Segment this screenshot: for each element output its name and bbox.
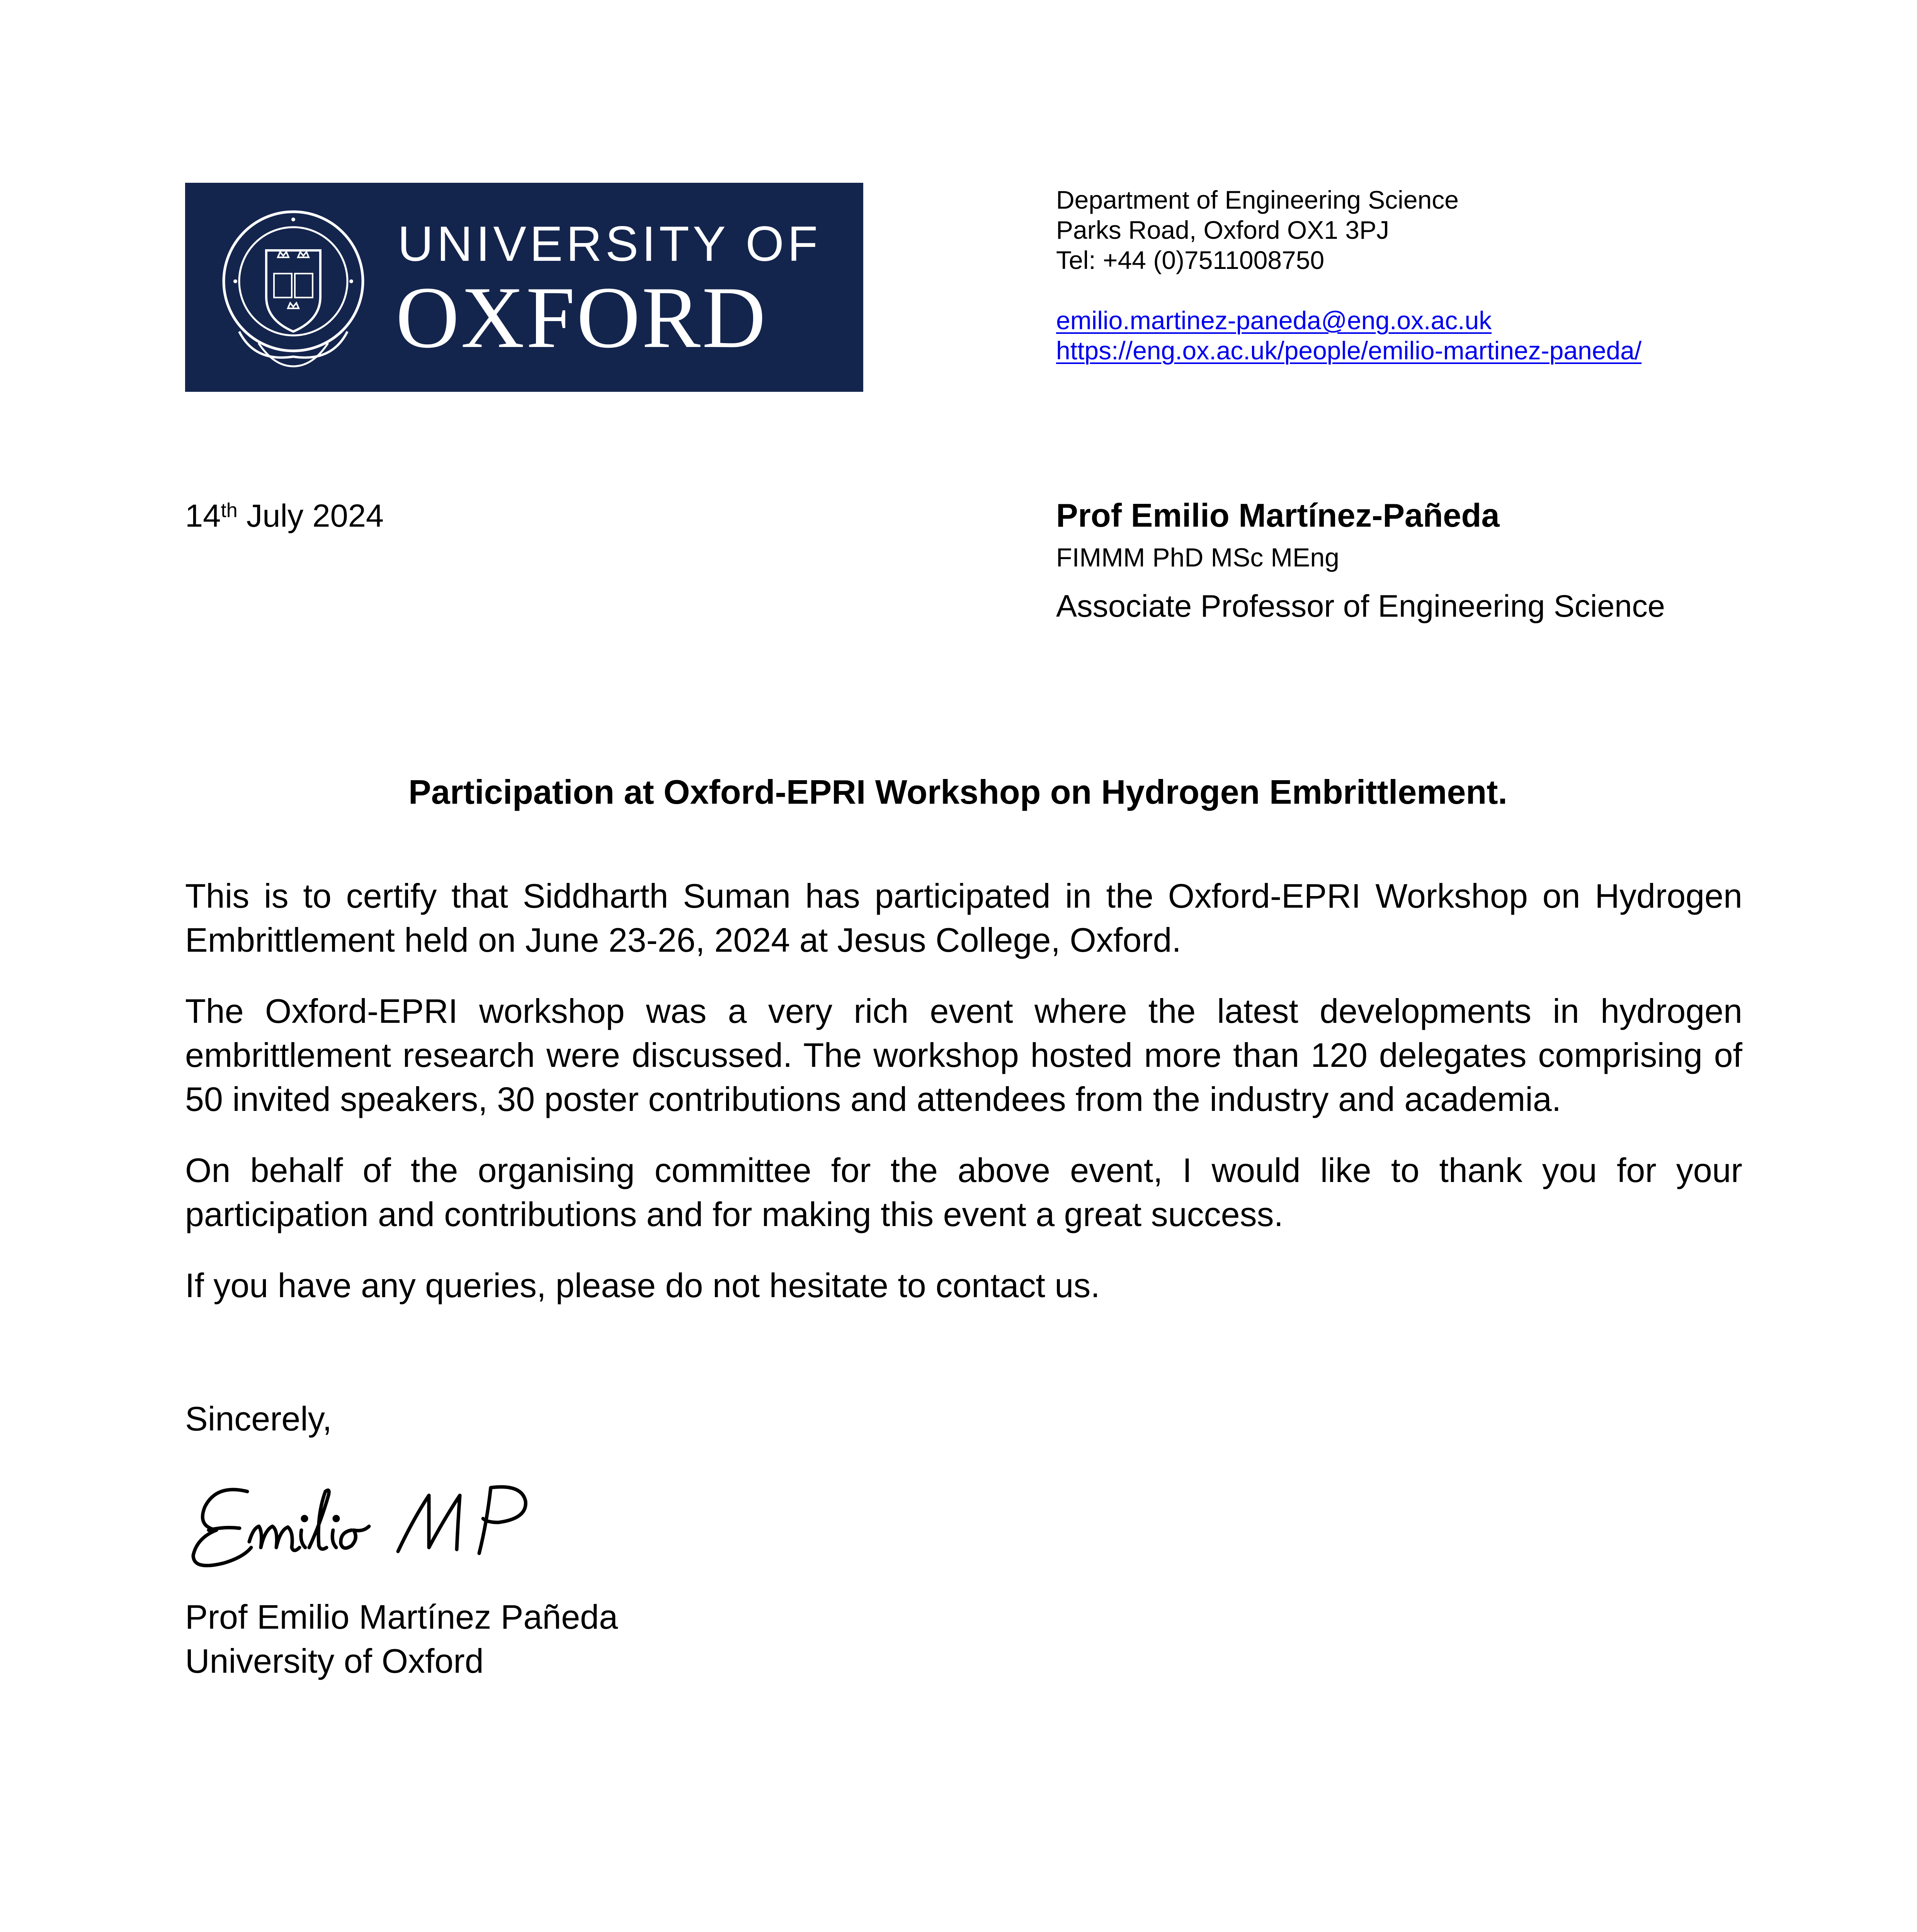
sender-name: Prof Emilio Martínez-Pañeda [1056, 497, 1500, 534]
street-address: Parks Road, Oxford OX1 3PJ [1056, 216, 1390, 244]
logo-line-oxford: OXFORD [396, 269, 767, 366]
letter-date [185, 497, 384, 535]
email-link[interactable]: emilio.martinez-paneda@eng.ox.ac.uk [1056, 306, 1492, 335]
date-day: 14 [185, 498, 221, 534]
sender-block [1056, 497, 1665, 625]
university-crest-icon [212, 204, 374, 370]
signoff-name: Prof Emilio Martínez Pañeda [185, 1598, 618, 1636]
university-logo [185, 183, 863, 392]
body-paragraph: The Oxford-EPRI workshop was a very rich event where the latest developments in hydrogen embrittlement research were discussed. The workshop hosted more than 120 delegates comprising of 50 invited speakers, 30 poster contributions and attendees from the industry and academia. [185, 992, 1742, 1118]
date-month-year: July 2024 [246, 498, 384, 534]
closing-salutation: Sincerely, [185, 1400, 332, 1438]
phone-number: Tel: +44 (0)7511008750 [1056, 246, 1325, 274]
date-suffix: th [221, 499, 238, 522]
letter-subject: Participation at Oxford-EPRI Workshop on Hydrogen Embrittlement. [408, 773, 1507, 811]
letter-body [185, 874, 1742, 1335]
body-paragraph: On behalf of the organising committee for the above event, I would like to thank you for your participation and contributions and for making this event a great success. [185, 1151, 1742, 1233]
sender-qualifications: FIMMM PhD MSc MEng [1056, 543, 1339, 572]
handwritten-signature [182, 1464, 591, 1573]
address-block [1056, 185, 1641, 366]
body-paragraph: This is to certify that Siddharth Suman has participated in the Oxford-EPRI Workshop on Hydrogen Embrittlement held on June 23-26, 2024 at Jesus College, Oxford. [185, 877, 1742, 959]
signoff-institution: University of Oxford [185, 1642, 484, 1680]
department-name: Department of Engineering Science [1056, 185, 1459, 214]
signoff-block [185, 1595, 618, 1683]
body-paragraph: If you have any queries, please do not hesitate to contact us. [185, 1266, 1100, 1304]
logo-line-university-of: UNIVERSITY OF [398, 216, 822, 272]
sender-role: Associate Professor of Engineering Science [1056, 589, 1665, 624]
website-link[interactable]: https://eng.ox.ac.uk/people/emilio-martinez-paneda/ [1056, 336, 1642, 365]
